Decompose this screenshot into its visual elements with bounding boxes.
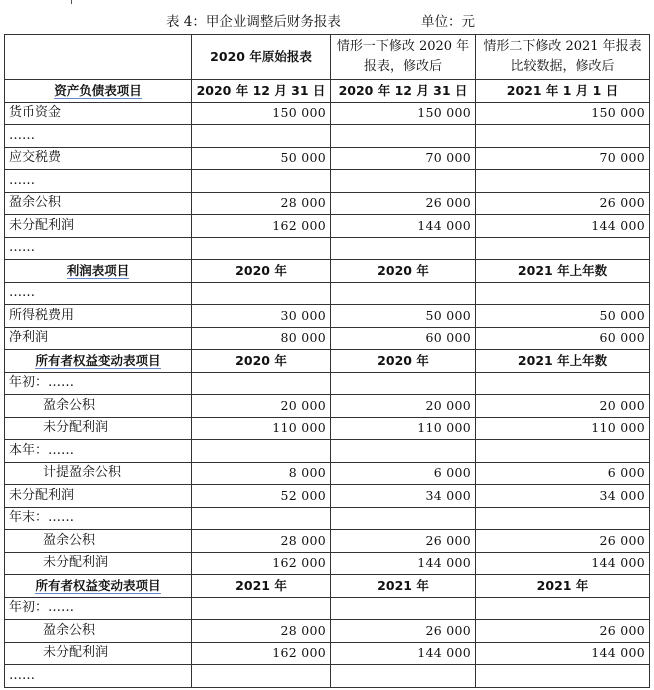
table-row	[5, 440, 650, 463]
value-case-two	[476, 507, 650, 530]
section-period: 2020 年 12 月 31 日	[331, 80, 476, 103]
table-row	[5, 620, 650, 643]
value-case-two: 144 000	[476, 215, 650, 238]
value-case-one: 150 000	[331, 102, 476, 125]
row-label: 年初：……	[5, 372, 192, 395]
value-case-one	[331, 237, 476, 260]
section-period: 2021 年	[476, 575, 650, 598]
value-case-two: 150 000	[476, 102, 650, 125]
value-case-one: 26 000	[331, 530, 476, 553]
value-case-one	[331, 665, 476, 688]
row-label: ……	[5, 237, 192, 260]
section-title-text: 所有者权益变动表项目	[35, 352, 161, 368]
row-label: 净利润	[5, 327, 192, 350]
value-case-one	[331, 507, 476, 530]
row-label: ……	[5, 125, 192, 148]
row-label: 盈余公积	[5, 192, 192, 215]
table-row	[5, 372, 650, 395]
row-label: ……	[5, 665, 192, 688]
value-2020-original: 162 000	[192, 215, 331, 238]
section-title	[5, 350, 192, 373]
value-case-one	[331, 282, 476, 305]
table-row	[5, 125, 650, 148]
value-2020-original	[192, 237, 331, 260]
value-case-one	[331, 372, 476, 395]
value-case-one: 20 000	[331, 395, 476, 418]
row-label: 未分配利润	[5, 417, 192, 440]
row-label: 年初：……	[5, 597, 192, 620]
value-case-one: 26 000	[331, 620, 476, 643]
row-label: 计提盈余公积	[5, 462, 192, 485]
table-row	[5, 665, 650, 688]
table-row	[5, 102, 650, 125]
value-case-two: 20 000	[476, 395, 650, 418]
value-2020-original: 8 000	[192, 462, 331, 485]
section-period: 2021 年上年数	[476, 260, 650, 283]
table-row	[5, 642, 650, 665]
value-case-two: 110 000	[476, 417, 650, 440]
table-row	[5, 282, 650, 305]
value-case-two	[476, 170, 650, 193]
row-label: 未分配利润	[5, 642, 192, 665]
unit-label: 单位：元	[421, 14, 475, 30]
section-period: 2021 年上年数	[476, 350, 650, 373]
table-row	[5, 192, 650, 215]
section-header-row	[5, 575, 650, 598]
row-label: 本年：……	[5, 440, 192, 463]
value-case-two: 26 000	[476, 620, 650, 643]
value-2020-original	[192, 125, 331, 148]
table-row	[5, 147, 650, 170]
value-2020-original	[192, 597, 331, 620]
row-label: 年末：……	[5, 507, 192, 530]
value-case-two: 26 000	[476, 530, 650, 553]
value-case-one: 50 000	[331, 305, 476, 328]
header-row	[5, 35, 650, 80]
section-period: 2020 年	[192, 350, 331, 373]
section-title	[5, 575, 192, 598]
value-case-two: 60 000	[476, 327, 650, 350]
header-case-two: 情形二下修改 2021 年报表比较数据，修改后	[476, 35, 650, 80]
value-2020-original	[192, 507, 331, 530]
value-case-one: 60 000	[331, 327, 476, 350]
section-header-row	[5, 350, 650, 373]
section-title	[5, 80, 192, 103]
table-row	[5, 507, 650, 530]
value-2020-original: 30 000	[192, 305, 331, 328]
header-original-2020: 2020 年原始报表	[192, 35, 331, 80]
value-2020-original: 150 000	[192, 102, 331, 125]
value-2020-original: 28 000	[192, 530, 331, 553]
row-label: 盈余公积	[5, 395, 192, 418]
value-case-one	[331, 125, 476, 148]
row-label: 未分配利润	[5, 485, 192, 508]
row-label: ……	[5, 282, 192, 305]
row-label: 货币资金	[5, 102, 192, 125]
value-2020-original: 162 000	[192, 552, 331, 575]
row-label: 盈余公积	[5, 530, 192, 553]
section-period: 2020 年	[192, 260, 331, 283]
value-2020-original: 162 000	[192, 642, 331, 665]
value-2020-original: 52 000	[192, 485, 331, 508]
value-case-one	[331, 170, 476, 193]
value-2020-original: 80 000	[192, 327, 331, 350]
financial-statement-table	[4, 34, 650, 688]
section-title-text: 资产负债表项目	[54, 82, 142, 98]
value-2020-original: 50 000	[192, 147, 331, 170]
section-title-text: 利润表项目	[66, 262, 130, 278]
table-row	[5, 170, 650, 193]
section-period: 2020 年 12 月 31 日	[192, 80, 331, 103]
value-case-one: 6 000	[331, 462, 476, 485]
table-row	[5, 530, 650, 553]
section-title-text: 所有者权益变动表项目	[35, 577, 161, 593]
section-period: 2021 年	[331, 575, 476, 598]
value-case-one: 144 000	[331, 552, 476, 575]
table-row	[5, 597, 650, 620]
top-edge-mark	[71, 0, 72, 4]
table-row	[5, 417, 650, 440]
value-2020-original	[192, 440, 331, 463]
value-2020-original	[192, 372, 331, 395]
value-case-two: 50 000	[476, 305, 650, 328]
table-row	[5, 485, 650, 508]
value-case-one: 144 000	[331, 215, 476, 238]
value-case-two: 70 000	[476, 147, 650, 170]
value-case-two	[476, 597, 650, 620]
table-row	[5, 215, 650, 238]
section-period: 2021 年	[192, 575, 331, 598]
table-row	[5, 327, 650, 350]
value-case-one	[331, 440, 476, 463]
value-2020-original: 28 000	[192, 192, 331, 215]
value-2020-original	[192, 282, 331, 305]
value-case-two: 26 000	[476, 192, 650, 215]
row-label: 所得税费用	[5, 305, 192, 328]
row-label: ……	[5, 170, 192, 193]
row-label: 未分配利润	[5, 215, 192, 238]
section-title	[5, 260, 192, 283]
value-case-one: 26 000	[331, 192, 476, 215]
value-case-one: 34 000	[331, 485, 476, 508]
value-case-two	[476, 665, 650, 688]
table-row	[5, 237, 650, 260]
table-row	[5, 552, 650, 575]
table-row	[5, 305, 650, 328]
value-case-two	[476, 282, 650, 305]
table-row	[5, 462, 650, 485]
value-case-one: 70 000	[331, 147, 476, 170]
value-2020-original: 28 000	[192, 620, 331, 643]
table-caption	[0, 12, 654, 32]
value-case-one	[331, 597, 476, 620]
value-2020-original: 110 000	[192, 417, 331, 440]
row-label: 盈余公积	[5, 620, 192, 643]
value-case-two: 34 000	[476, 485, 650, 508]
value-case-two: 6 000	[476, 462, 650, 485]
value-2020-original	[192, 665, 331, 688]
value-2020-original	[192, 170, 331, 193]
value-case-two	[476, 440, 650, 463]
value-case-two	[476, 125, 650, 148]
value-2020-original: 20 000	[192, 395, 331, 418]
header-cell-empty	[5, 35, 192, 80]
table-title: 表 4：甲企业调整后财务报表	[166, 14, 341, 30]
header-case-one: 情形一下修改 2020 年报表，修改后	[331, 35, 476, 80]
value-case-one: 110 000	[331, 417, 476, 440]
row-label: 应交税费	[5, 147, 192, 170]
value-case-one: 144 000	[331, 642, 476, 665]
row-label: 未分配利润	[5, 552, 192, 575]
value-case-two	[476, 372, 650, 395]
value-case-two: 144 000	[476, 642, 650, 665]
table-row	[5, 395, 650, 418]
section-header-row	[5, 260, 650, 283]
section-period: 2021 年 1 月 1 日	[476, 80, 650, 103]
section-header-row	[5, 80, 650, 103]
value-case-two	[476, 237, 650, 260]
value-case-two: 144 000	[476, 552, 650, 575]
section-period: 2020 年	[331, 350, 476, 373]
section-period: 2020 年	[331, 260, 476, 283]
